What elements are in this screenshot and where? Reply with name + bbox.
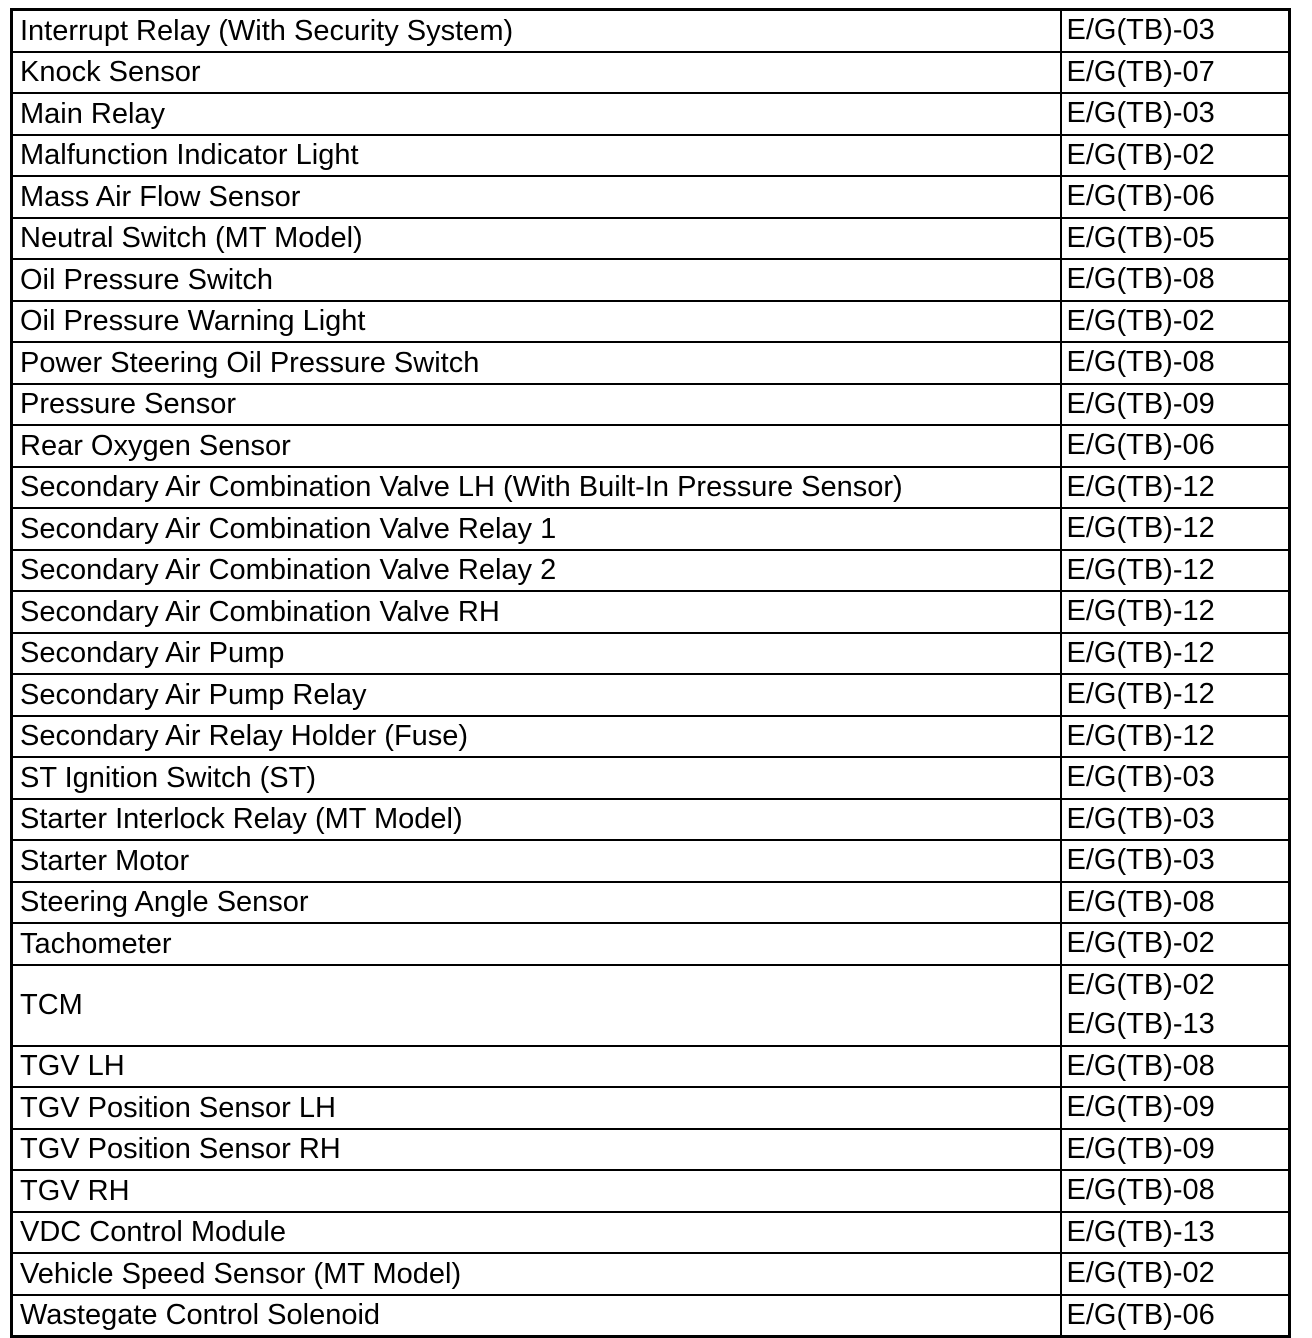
table-row — [12, 1253, 1290, 1295]
table-row — [12, 1087, 1290, 1129]
reference-code: E/G(TB)-05 — [1066, 221, 1215, 254]
reference-cell — [1061, 674, 1290, 716]
component-name-cell: Knock Sensor — [12, 52, 1061, 94]
table-row — [12, 93, 1290, 135]
table-row — [12, 1046, 1290, 1088]
reference-cell — [1061, 135, 1290, 177]
component-name-cell: Secondary Air Relay Holder (Fuse) — [12, 716, 1061, 758]
reference-code: E/G(TB)-06 — [1066, 1298, 1215, 1331]
reference-cell — [1061, 716, 1290, 758]
reference-code: E/G(TB)-12 — [1066, 512, 1215, 544]
reference-code: E/G(TB)-09 — [1066, 387, 1215, 420]
table-row — [12, 716, 1290, 758]
reference-cell — [1061, 1212, 1290, 1254]
table-row — [12, 591, 1290, 633]
reference-cell — [1061, 633, 1290, 675]
table-row — [12, 342, 1290, 384]
reference-cell — [1061, 259, 1290, 301]
reference-code: E/G(TB)-02 — [1066, 1257, 1215, 1289]
reference-code: E/G(TB)-03 — [1066, 97, 1215, 129]
component-name-cell: Secondary Air Combination Valve RH — [12, 591, 1061, 633]
reference-cell — [1061, 176, 1290, 218]
table-row — [12, 10, 1290, 52]
reference-cell — [1061, 425, 1290, 467]
reference-cell — [1061, 301, 1290, 343]
component-name-cell: Starter Motor — [12, 840, 1061, 882]
reference-code: E/G(TB)-12 — [1066, 470, 1215, 503]
reference-cell — [1061, 93, 1290, 135]
table-row — [12, 425, 1290, 467]
component-index-table — [10, 8, 1291, 1338]
reference-code: E/G(TB)-09 — [1066, 1132, 1215, 1165]
component-name-cell: ST Ignition Switch (ST) — [12, 757, 1061, 799]
reference-code: E/G(TB)-08 — [1066, 1174, 1215, 1206]
reference-code: E/G(TB)-12 — [1066, 553, 1215, 586]
reference-cell — [1061, 882, 1290, 924]
component-name-cell: Oil Pressure Warning Light — [12, 301, 1061, 343]
reference-code: E/G(TB)-03 — [1066, 14, 1215, 46]
component-name-cell: Secondary Air Combination Valve Relay 2 — [12, 550, 1061, 592]
component-name-cell: Starter Interlock Relay (MT Model) — [12, 799, 1061, 841]
reference-cell — [1061, 52, 1290, 94]
reference-cell — [1061, 840, 1290, 882]
table-row — [12, 633, 1290, 675]
component-name-cell: Secondary Air Combination Valve LH (With Built-In Pressure Sensor) — [12, 467, 1061, 509]
table-row — [12, 259, 1290, 301]
reference-cell — [1061, 1253, 1290, 1295]
reference-cell — [1061, 1129, 1290, 1171]
component-name-cell: TGV Position Sensor RH — [12, 1129, 1061, 1171]
table-row — [12, 882, 1290, 924]
reference-cell — [1061, 1170, 1290, 1212]
reference-cell — [1061, 1087, 1290, 1129]
reference-code: E/G(TB)-02 — [1066, 968, 1215, 1001]
table-row — [12, 1129, 1290, 1171]
component-name-cell: Pressure Sensor — [12, 384, 1061, 426]
reference-code: E/G(TB)-08 — [1066, 346, 1215, 378]
table-row — [12, 176, 1290, 218]
table-row — [12, 218, 1290, 260]
component-name-cell: TGV LH — [12, 1046, 1061, 1088]
component-name-cell: Vehicle Speed Sensor (MT Model) — [12, 1253, 1061, 1295]
component-name-cell: VDC Control Module — [12, 1212, 1061, 1254]
reference-cell — [1061, 342, 1290, 384]
reference-cell — [1061, 591, 1290, 633]
table-row — [12, 467, 1290, 509]
component-name-cell: Wastegate Control Solenoid — [12, 1295, 1061, 1337]
reference-cell — [1061, 384, 1290, 426]
component-name-cell: Rear Oxygen Sensor — [12, 425, 1061, 467]
reference-cell — [1061, 10, 1290, 52]
reference-code: E/G(TB)-03 — [1066, 761, 1215, 793]
reference-cell — [1061, 1295, 1290, 1337]
table-row — [12, 1212, 1290, 1254]
table-row — [12, 923, 1290, 965]
reference-cell — [1061, 550, 1290, 592]
component-name-cell: TGV Position Sensor LH — [12, 1087, 1061, 1129]
table-row — [12, 550, 1290, 592]
table-row — [12, 965, 1290, 1046]
table-row — [12, 840, 1290, 882]
component-name-cell: Oil Pressure Switch — [12, 259, 1061, 301]
table-row — [12, 1295, 1290, 1337]
component-name-cell: Interrupt Relay (With Security System) — [12, 10, 1061, 52]
reference-code: E/G(TB)-02 — [1066, 138, 1215, 171]
reference-cell — [1061, 799, 1290, 841]
reference-code: E/G(TB)-06 — [1066, 429, 1215, 461]
table-row — [12, 384, 1290, 426]
component-name-cell: Malfunction Indicator Light — [12, 135, 1061, 177]
reference-code: E/G(TB)-02 — [1066, 927, 1215, 959]
table-body — [12, 10, 1290, 1337]
component-name-cell: Mass Air Flow Sensor — [12, 176, 1061, 218]
table-row — [12, 508, 1290, 550]
reference-code: E/G(TB)-08 — [1066, 1049, 1215, 1082]
reference-code: E/G(TB)-09 — [1066, 1091, 1215, 1123]
table-row — [12, 799, 1290, 841]
reference-code: E/G(TB)-13 — [1066, 1008, 1215, 1040]
reference-code: E/G(TB)-07 — [1066, 55, 1215, 88]
reference-cell — [1061, 508, 1290, 550]
reference-cell — [1061, 923, 1290, 965]
table-row — [12, 301, 1290, 343]
reference-code: E/G(TB)-12 — [1066, 719, 1215, 752]
component-name-cell: Secondary Air Pump — [12, 633, 1061, 675]
component-name-cell: Neutral Switch (MT Model) — [12, 218, 1061, 260]
table-row — [12, 757, 1290, 799]
reference-cell — [1061, 1046, 1290, 1088]
table-row — [12, 135, 1290, 177]
component-name-cell: Tachometer — [12, 923, 1061, 965]
component-name-cell: TGV RH — [12, 1170, 1061, 1212]
reference-code: E/G(TB)-03 — [1066, 802, 1215, 835]
reference-cell — [1061, 218, 1290, 260]
reference-code: E/G(TB)-12 — [1066, 678, 1215, 710]
reference-code: E/G(TB)-08 — [1066, 885, 1215, 918]
reference-code: E/G(TB)-13 — [1066, 1215, 1215, 1248]
reference-code: E/G(TB)-02 — [1066, 304, 1215, 337]
component-name-cell: Steering Angle Sensor — [12, 882, 1061, 924]
component-name-cell: Main Relay — [12, 93, 1061, 135]
table-row — [12, 674, 1290, 716]
component-name-cell: TCM — [12, 965, 1061, 1046]
component-name-cell: Secondary Air Combination Valve Relay 1 — [12, 508, 1061, 550]
reference-cell — [1061, 467, 1290, 509]
reference-code: E/G(TB)-08 — [1066, 263, 1215, 295]
reference-cell — [1061, 965, 1290, 1046]
reference-code: E/G(TB)-12 — [1066, 636, 1215, 669]
table-row — [12, 1170, 1290, 1212]
component-name-cell: Secondary Air Pump Relay — [12, 674, 1061, 716]
component-name-cell: Power Steering Oil Pressure Switch — [12, 342, 1061, 384]
table-row — [12, 52, 1290, 94]
reference-cell — [1061, 757, 1290, 799]
reference-code: E/G(TB)-12 — [1066, 595, 1215, 627]
reference-code: E/G(TB)-06 — [1066, 180, 1215, 212]
reference-code: E/G(TB)-03 — [1066, 844, 1215, 876]
